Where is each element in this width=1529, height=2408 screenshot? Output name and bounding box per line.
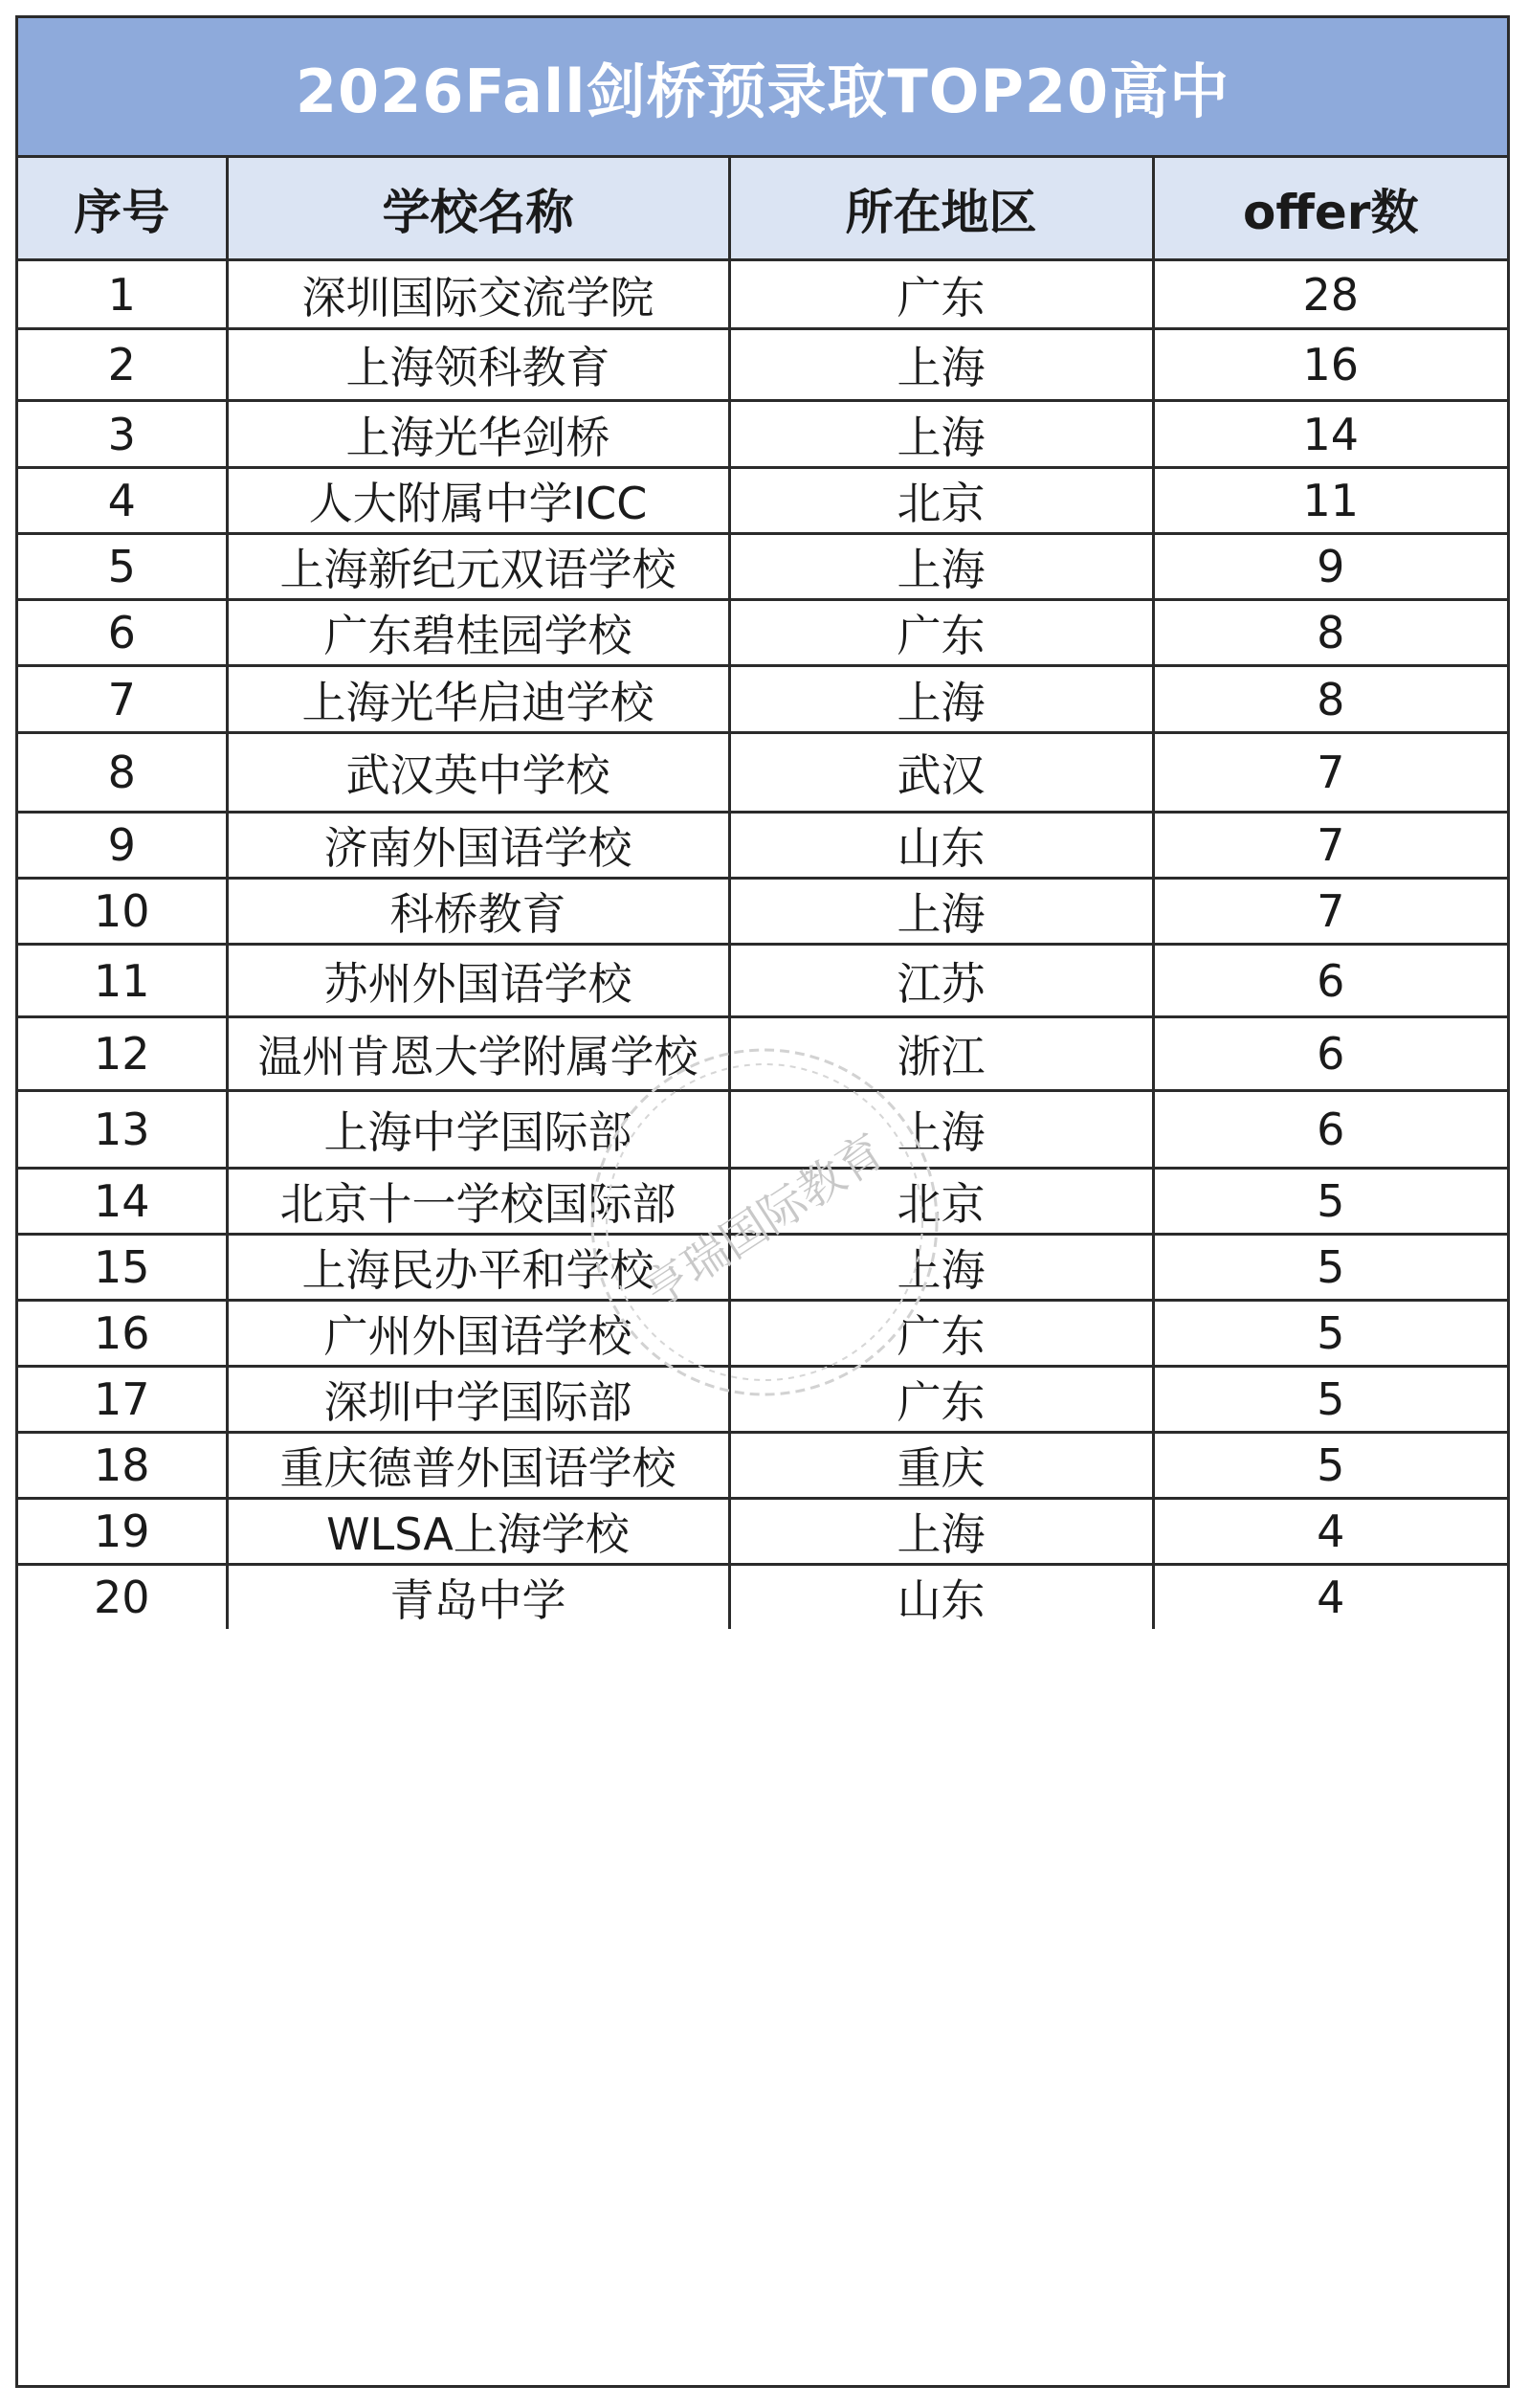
header-offers: offer数 (1153, 158, 1507, 260)
cell-school: 科桥教育 (227, 879, 729, 945)
cell-offers: 8 (1153, 666, 1507, 733)
cell-rank: 1 (18, 260, 227, 329)
cell-rank: 20 (18, 1565, 227, 1630)
cell-region: 上海 (729, 401, 1153, 468)
cell-school: 深圳中学国际部 (227, 1367, 729, 1433)
cell-school: 广东碧桂园学校 (227, 600, 729, 666)
table-row (18, 1433, 1507, 1499)
cell-rank: 12 (18, 1017, 227, 1091)
cell-rank: 10 (18, 879, 227, 945)
cell-rank: 14 (18, 1169, 227, 1235)
ranking-table (18, 158, 1507, 1629)
cell-region: 山东 (729, 813, 1153, 879)
cell-offers: 9 (1153, 534, 1507, 600)
cell-school: 上海新纪元双语学校 (227, 534, 729, 600)
cell-school: 广州外国语学校 (227, 1301, 729, 1367)
table-title: 2026Fall剑桥预录取TOP20高中 (18, 18, 1507, 158)
cell-offers: 6 (1153, 945, 1507, 1017)
cell-region: 上海 (729, 1235, 1153, 1301)
cell-school: 北京十一学校国际部 (227, 1169, 729, 1235)
cell-region: 上海 (729, 1499, 1153, 1565)
cell-offers: 5 (1153, 1235, 1507, 1301)
cell-region: 广东 (729, 600, 1153, 666)
table-row (18, 1367, 1507, 1433)
cell-school: 上海光华剑桥 (227, 401, 729, 468)
cell-school: 武汉英中学校 (227, 733, 729, 813)
table-row (18, 1169, 1507, 1235)
cell-region: 上海 (729, 329, 1153, 401)
watermark-text: 亨瑞国际教育 (633, 1124, 895, 1320)
cell-offers: 5 (1153, 1301, 1507, 1367)
cell-region: 上海 (729, 879, 1153, 945)
cell-school: 青岛中学 (227, 1565, 729, 1630)
cell-school: 上海光华启迪学校 (227, 666, 729, 733)
table-row (18, 879, 1507, 945)
table-row (18, 666, 1507, 733)
cell-rank: 17 (18, 1367, 227, 1433)
table-row (18, 733, 1507, 813)
ranking-table-sheet (15, 15, 1510, 2388)
cell-region: 北京 (729, 468, 1153, 534)
cell-offers: 4 (1153, 1499, 1507, 1565)
table-row (18, 1565, 1507, 1630)
cell-offers: 7 (1153, 813, 1507, 879)
header-region: 所在地区 (729, 158, 1153, 260)
table-row (18, 401, 1507, 468)
table-row (18, 468, 1507, 534)
cell-region: 上海 (729, 534, 1153, 600)
cell-rank: 16 (18, 1301, 227, 1367)
cell-rank: 9 (18, 813, 227, 879)
cell-offers: 5 (1153, 1433, 1507, 1499)
cell-offers: 28 (1153, 260, 1507, 329)
cell-school: 温州肯恩大学附属学校 (227, 1017, 729, 1091)
cell-school: 上海中学国际部 (227, 1091, 729, 1169)
cell-rank: 8 (18, 733, 227, 813)
cell-region: 广东 (729, 1367, 1153, 1433)
cell-region: 上海 (729, 666, 1153, 733)
cell-school: 人大附属中学ICC (227, 468, 729, 534)
table-row (18, 1301, 1507, 1367)
table-row (18, 534, 1507, 600)
cell-offers: 16 (1153, 329, 1507, 401)
cell-rank: 19 (18, 1499, 227, 1565)
cell-region: 广东 (729, 1301, 1153, 1367)
table-row (18, 1017, 1507, 1091)
cell-offers: 6 (1153, 1017, 1507, 1091)
cell-rank: 11 (18, 945, 227, 1017)
cell-rank: 2 (18, 329, 227, 401)
cell-region: 江苏 (729, 945, 1153, 1017)
cell-school: WLSA上海学校 (227, 1499, 729, 1565)
table-row (18, 600, 1507, 666)
cell-offers: 11 (1153, 468, 1507, 534)
cell-offers: 8 (1153, 600, 1507, 666)
cell-rank: 6 (18, 600, 227, 666)
header-rank: 序号 (18, 158, 227, 260)
header-row (18, 158, 1507, 260)
cell-offers: 14 (1153, 401, 1507, 468)
cell-offers: 7 (1153, 879, 1507, 945)
table-row (18, 813, 1507, 879)
cell-offers: 7 (1153, 733, 1507, 813)
cell-school: 苏州外国语学校 (227, 945, 729, 1017)
cell-rank: 13 (18, 1091, 227, 1169)
cell-rank: 3 (18, 401, 227, 468)
cell-region: 山东 (729, 1565, 1153, 1630)
cell-rank: 5 (18, 534, 227, 600)
cell-school: 上海领科教育 (227, 329, 729, 401)
cell-rank: 15 (18, 1235, 227, 1301)
cell-offers: 5 (1153, 1367, 1507, 1433)
cell-offers: 5 (1153, 1169, 1507, 1235)
cell-rank: 4 (18, 468, 227, 534)
table-row (18, 260, 1507, 329)
table-row (18, 1499, 1507, 1565)
cell-offers: 6 (1153, 1091, 1507, 1169)
cell-school: 济南外国语学校 (227, 813, 729, 879)
cell-rank: 18 (18, 1433, 227, 1499)
cell-region: 重庆 (729, 1433, 1153, 1499)
cell-region: 广东 (729, 260, 1153, 329)
table-row (18, 329, 1507, 401)
cell-region: 上海 (729, 1091, 1153, 1169)
cell-offers: 4 (1153, 1565, 1507, 1630)
cell-region: 北京 (729, 1169, 1153, 1235)
table-row (18, 945, 1507, 1017)
cell-school: 深圳国际交流学院 (227, 260, 729, 329)
cell-school: 上海民办平和学校 (227, 1235, 729, 1301)
cell-school: 重庆德普外国语学校 (227, 1433, 729, 1499)
cell-rank: 7 (18, 666, 227, 733)
table-row (18, 1235, 1507, 1301)
header-school: 学校名称 (227, 158, 729, 260)
cell-region: 浙江 (729, 1017, 1153, 1091)
cell-region: 武汉 (729, 733, 1153, 813)
table-row (18, 1091, 1507, 1169)
